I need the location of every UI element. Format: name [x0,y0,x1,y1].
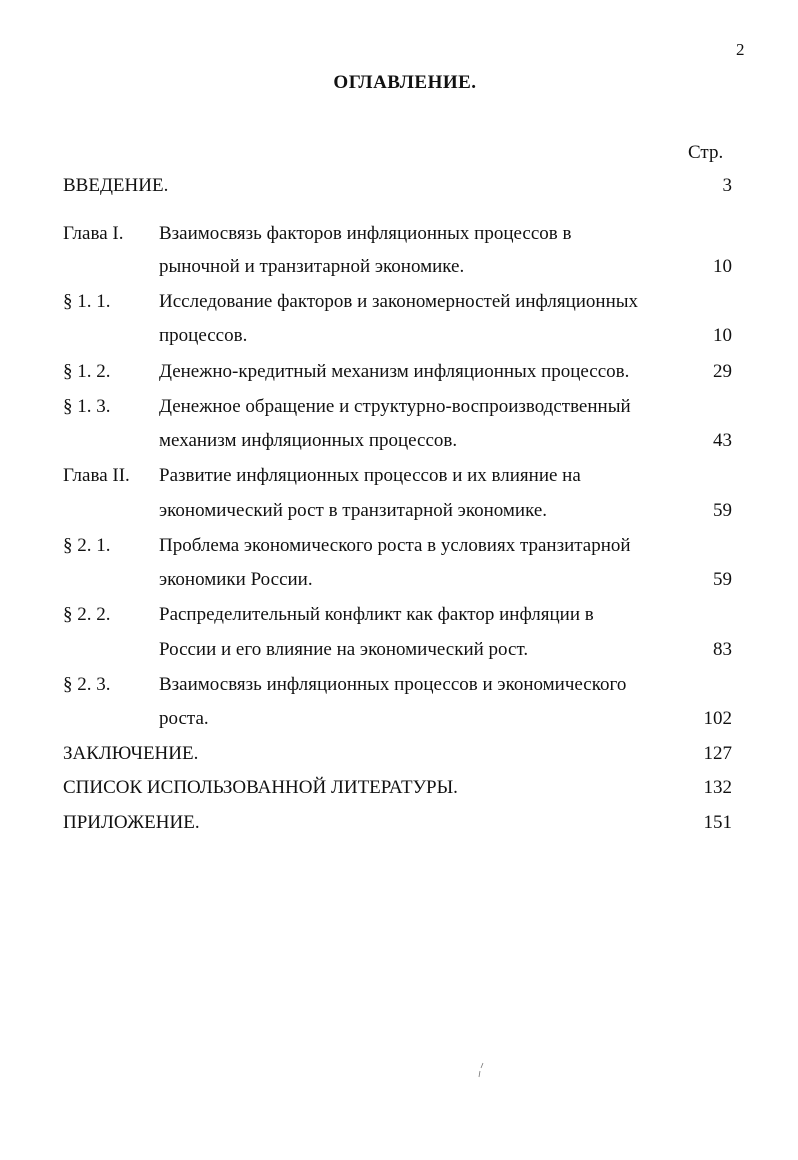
toc-entry-title[interactable]: Взаимосвязь инфляционных процессов и экономического [159,674,627,695]
toc-entry-title[interactable]: механизм инфляционных процессов. [159,430,458,451]
toc-entry-label[interactable]: Глава I. [63,223,124,244]
toc-entry-title[interactable]: Развитие инфляционных процессов и их влияние на [159,465,581,486]
toc-entry-title[interactable]: Исследование факторов и закономерностей инфляционных [159,291,639,312]
toc-entry-label[interactable]: СПИСОК ИСПОЛЬЗОВАННОЙ ЛИТЕРАТУРЫ. [63,777,458,798]
toc-entry-title[interactable]: процессов. [159,325,248,346]
toc-entry-label[interactable]: ПРИЛОЖЕНИЕ. [63,812,200,833]
toc-entry-title[interactable]: Денежное обращение и структурно-воспроизводственный [159,396,631,417]
toc-entry-title[interactable]: Распределительный конфликт как фактор инфляции в [159,604,594,625]
toc-entry-page: 83 [713,639,732,660]
toc-entry-page: 127 [703,743,732,764]
page-title: ОГЛАВЛЕНИЕ. [333,72,477,93]
toc-entry-page: 59 [713,569,732,590]
toc-entry-page: 59 [713,500,732,521]
toc-entry-title[interactable]: роста. [159,708,209,729]
toc-entry-label[interactable]: § 1. 1. [63,291,111,312]
toc-entry-label[interactable]: § 2. 1. [63,535,111,556]
toc-entry-label[interactable]: Глава II. [63,465,130,486]
toc-entry-title[interactable]: Денежно-кредитный механизм инфляционных процессов. [159,361,630,382]
toc-entry-page: 132 [703,777,732,798]
toc-entry-label[interactable]: § 1. 2. [63,361,111,382]
toc-entry-label[interactable]: ВВЕДЕНИЕ. [63,175,169,196]
toc-entry-page: 102 [703,708,732,729]
toc-entry-page: 10 [713,325,732,346]
toc-entry-page: 29 [713,361,732,382]
toc-entry-title[interactable]: Проблема экономического роста в условиях транзитарной [159,535,631,556]
toc-entry-label[interactable]: § 2. 3. [63,674,111,695]
toc-entry-page: 3 [722,175,732,196]
toc-entry-title[interactable]: экономики России. [159,569,313,590]
toc-entry-title[interactable]: России и его влияние на экономический рост. [159,639,529,660]
toc-entry-page: 10 [713,256,732,277]
toc-entry-label[interactable]: § 1. 3. [63,396,111,417]
toc-entry-page: 43 [713,430,732,451]
toc-entry-title[interactable]: Взаимосвязь факторов инфляционных процессов в [159,223,572,244]
toc-entry-label[interactable]: § 2. 2. [63,604,111,625]
page-column-header: Стр. [688,142,724,163]
toc-entry-page: 151 [703,812,732,833]
toc-entry-title[interactable]: экономический рост в транзитарной экономике. [159,500,548,521]
toc-entry-label[interactable]: ЗАКЛЮЧЕНИЕ. [63,743,199,764]
toc-entry-title[interactable]: рыночной и транзитарной экономике. [159,256,465,277]
page-number: 2 [736,40,745,59]
scan-speck [478,1062,484,1078]
